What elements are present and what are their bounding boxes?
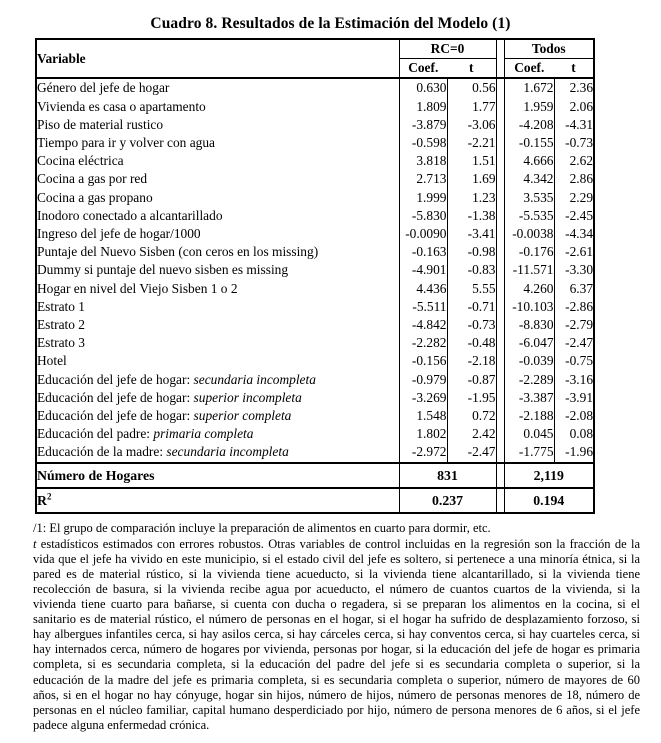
variable-cell: Vivienda es casa o apartamento [36, 98, 399, 116]
footnote-controls-paragraph [33, 537, 640, 733]
variable-cell: Educación del padre: primaria completa [36, 425, 399, 443]
todos-t-cell: -3.16 [565, 371, 594, 387]
todos-coef-cell: -8.830 [504, 316, 554, 334]
todos-t-cell: -2.08 [565, 408, 594, 424]
table-row [36, 389, 594, 407]
todos-t-header: t [554, 59, 594, 79]
group-divider [496, 316, 504, 334]
variable-cell: Dummy si puntaje del nuevo sisben es missing [36, 261, 399, 279]
variable-cell: Educación del jefe de hogar: superior incompleta [36, 389, 399, 407]
variable-cell: Estrato 3 [36, 334, 399, 352]
table-body [36, 78, 594, 462]
rc0-t-cell: -0.87 [467, 371, 496, 387]
group-divider [496, 59, 504, 79]
group-divider [496, 488, 504, 513]
todos-coef-cell: -3.387 [504, 389, 554, 407]
rc0-coef-cell: -2.972 [399, 443, 447, 462]
group-divider [496, 389, 504, 407]
todos-t-cell: -2.61 [565, 244, 594, 260]
rc0-t-cell: -2.21 [467, 135, 496, 151]
todos-coef-cell: -6.047 [504, 334, 554, 352]
group-divider [496, 463, 504, 488]
group-divider [496, 170, 504, 188]
group-divider [496, 116, 504, 134]
todos-t-cell: -0.73 [565, 135, 594, 151]
rc0-t-cell: -3.41 [467, 226, 496, 242]
group-divider [496, 207, 504, 225]
todos-t-cell: -4.31 [565, 116, 594, 132]
group-divider [496, 39, 504, 59]
r-label-base: R [37, 492, 47, 508]
todos-t-cell: 2.29 [569, 189, 594, 205]
rc0-coef-cell: -4.842 [399, 316, 447, 334]
footnote-controls-text: estadísticos estimados con errores robustos. Otras variables de control incluidas en la regresión son la fracción de la vida que el jefe ha vivido en este municipio, si el estado civil del jefe es soltero, si pertenece a una minoría étnica, si la pared es de material rústico, si la vivienda tiene acueducto, si la vivienda tiene alcantarillado, si la vivienda tiene recolección de basura, si la vivienda recibe agua por acueducto, el número de cuantos cuartos de la vivienda, si la vivienda tiene cuarto para bañarse, si cuenta con ducha o regadera, si se preparan los alimentos en la cocina, si el sanitario es de material rústico, el número de personas en el hogar, si el hogar ha sufrido de desplazamiento forzoso, si hay albergues infantiles cerca, si hay asilos cerca, si hay cárceles cerca, si hay conventos cerca, si hay cuarteles cerca, si hay internados cerca, número de hogares por vivienda, personas por hogar, si la educación del jefe de hogar es primaria completa, si es secundaria completa, si la educación del padre del jefe si es secundaria completa o superior, si la educación de la madre del jefe es primaria completa, si es secundaria completa o superior, número de mayores de 60 años, si en el hogar no hay cónyuge, hogar sin hijos, número de hijos, número de personas menores de 18, número de personas en el núcleo familiar, capital humano desperdiciado por hijo, número de persona menores de 6 años, si el jefe padece alguna enfermedad crónica. [33, 536, 640, 732]
header-group-row [36, 39, 594, 59]
table-row [36, 207, 594, 225]
footnote-comparison-group: /1: El grupo de comparación incluye la preparación de alimentos en cuarto para dormir, etc. [33, 520, 491, 535]
r-squared-todos-value: 0.194 [504, 488, 594, 513]
variable-cell: Hotel [36, 352, 399, 370]
todos-t-cell: 2.62 [569, 153, 594, 169]
todos-t-cell: -2.47 [565, 335, 594, 351]
todos-coef-cell: 4.342 [504, 170, 554, 188]
rc0-coef-cell: -0.156 [399, 352, 447, 370]
table-row [36, 298, 594, 316]
rc0-t-cell: -0.98 [467, 244, 496, 260]
rc0-coef-cell: 1.809 [399, 98, 447, 116]
todos-coef-cell: -1.775 [504, 443, 554, 462]
todos-coef-cell: 4.666 [504, 152, 554, 170]
todos-coef-cell: -0.176 [504, 243, 554, 261]
rc0-coef-cell: -0.163 [399, 243, 447, 261]
variable-cell: Estrato 1 [36, 298, 399, 316]
variable-italic-part: primaria completa [153, 426, 254, 442]
todos-coef-cell: -0.039 [504, 352, 554, 370]
todos-coef-cell: 1.959 [504, 98, 554, 116]
rc0-coef-cell: -4.901 [399, 261, 447, 279]
variable-cell: Educación de la madre: secundaria incompleta [36, 443, 399, 462]
variable-cell: Estrato 2 [36, 316, 399, 334]
rc0-coef-cell: 1.999 [399, 189, 447, 207]
rc0-coef-cell: -0.598 [399, 134, 447, 152]
todos-coef-cell: -10.103 [504, 298, 554, 316]
todos-coef-cell: -0.0038 [504, 225, 554, 243]
todos-coef-cell: -4.208 [504, 116, 554, 134]
r-squared-rc0-value: 0.237 [399, 488, 496, 513]
households-rc0-value: 831 [399, 463, 496, 488]
variable-cell: Tiempo para ir y volver con agua [36, 134, 399, 152]
table-row [36, 443, 594, 462]
todos-t-cell: 0.08 [569, 426, 594, 442]
table-row [36, 280, 594, 298]
table-title: Cuadro 8. Resultados de la Estimación del Modelo (1) [150, 15, 511, 32]
group-header-todos: Todos [504, 39, 594, 59]
table-row [36, 261, 594, 279]
table-row [36, 425, 594, 443]
rc0-coef-cell: -2.282 [399, 334, 447, 352]
r-squared-row [36, 488, 594, 513]
table-row [36, 352, 594, 370]
todos-coef-cell: -5.535 [504, 207, 554, 225]
todos-coef-cell: -0.155 [504, 134, 554, 152]
group-divider [496, 225, 504, 243]
rc0-coef-cell: -5.830 [399, 207, 447, 225]
group-divider [496, 78, 504, 97]
variable-italic-part: superior completa [193, 408, 292, 424]
group-divider [496, 334, 504, 352]
variable-cell: Género del jefe de hogar [36, 78, 399, 97]
summary-body [36, 463, 594, 513]
table-row [36, 98, 594, 116]
todos-t-cell: -2.86 [565, 298, 594, 314]
group-divider [496, 152, 504, 170]
table-row [36, 371, 594, 389]
rc0-coef-cell: 1.802 [399, 425, 447, 443]
table-row [36, 189, 594, 207]
rc0-t-cell: -0.73 [467, 317, 496, 333]
todos-coef-header: Coef. [504, 59, 554, 79]
rc0-t-cell: -2.47 [467, 444, 496, 460]
rc0-t-cell: -0.83 [467, 262, 496, 278]
group-divider [496, 407, 504, 425]
rc0-coef-cell: -3.879 [399, 116, 447, 134]
households-label: Número de Hogares [36, 463, 399, 488]
group-divider [496, 298, 504, 316]
table-row [36, 225, 594, 243]
table-row [36, 78, 594, 97]
todos-t-cell: 2.36 [569, 80, 594, 96]
group-divider [496, 280, 504, 298]
variable-italic-part: superior incompleta [193, 389, 302, 405]
rc0-coef-header: Coef. [399, 59, 447, 79]
rc0-coef-cell: 4.436 [399, 280, 447, 298]
group-divider [496, 261, 504, 279]
variable-cell: Ingreso del jefe de hogar/1000 [36, 225, 399, 243]
variable-cell: Piso de material rustico [36, 116, 399, 134]
group-divider [496, 425, 504, 443]
rc0-coef-cell: 2.713 [399, 170, 447, 188]
todos-t-cell: -0.75 [565, 353, 594, 369]
rc0-coef-cell: 1.548 [399, 407, 447, 425]
variable-column-header: Variable [36, 39, 399, 78]
group-header-rc0: RC=0 [399, 39, 496, 59]
table-row [36, 243, 594, 261]
rc0-t-cell: -2.18 [467, 353, 496, 369]
households-row [36, 463, 594, 488]
variable-cell: Educación del jefe de hogar: secundaria incompleta [36, 371, 399, 389]
footnote-t-italic: t [33, 536, 37, 551]
variable-cell: Inodoro conectado a alcantarillado [36, 207, 399, 225]
table-row [36, 334, 594, 352]
variable-italic-part: secundaria incompleta [166, 444, 289, 460]
group-divider [496, 352, 504, 370]
rc0-t-cell: 1.51 [472, 153, 496, 169]
rc0-t-header: t [447, 59, 496, 79]
table-row [36, 116, 594, 134]
variable-cell: Cocina a gas propano [36, 189, 399, 207]
todos-coef-cell: -2.289 [504, 371, 554, 389]
variable-italic-part: secundaria incompleta [193, 371, 316, 387]
variable-cell: Cocina eléctrica [36, 152, 399, 170]
rc0-t-cell: 0.72 [472, 408, 496, 424]
todos-t-cell: -1.96 [565, 444, 594, 460]
todos-coef-cell: 3.535 [504, 189, 554, 207]
table-row [36, 170, 594, 188]
r-squared-label [36, 488, 399, 513]
group-divider [496, 371, 504, 389]
rc0-coef-cell: 3.818 [399, 152, 447, 170]
rc0-coef-cell: -5.511 [399, 298, 447, 316]
rc0-t-cell: -1.38 [467, 207, 496, 223]
variable-cell: Puntaje del Nuevo Sisben (con ceros en los missing) [36, 243, 399, 261]
rc0-t-cell: 2.42 [472, 426, 496, 442]
todos-t-cell: -2.45 [565, 207, 594, 223]
todos-t-cell: 6.37 [569, 280, 594, 296]
variable-cell: Cocina a gas por red [36, 170, 399, 188]
todos-coef-cell: 4.260 [504, 280, 554, 298]
table-row [36, 316, 594, 334]
rc0-t-cell: -1.95 [467, 389, 496, 405]
r-label-exponent: 2 [46, 491, 52, 502]
rc0-t-cell: 1.69 [472, 171, 496, 187]
variable-cell: Educación del jefe de hogar: superior completa [36, 407, 399, 425]
todos-t-cell: 2.06 [569, 98, 594, 114]
todos-t-cell: -3.30 [565, 262, 594, 278]
rc0-coef-cell: -0.0090 [399, 225, 447, 243]
table-header [36, 39, 594, 78]
rc0-t-cell: -0.71 [467, 298, 496, 314]
rc0-coef-cell: 0.630 [399, 78, 447, 97]
todos-t-cell: -3.91 [565, 389, 594, 405]
todos-coef-cell: 0.045 [504, 425, 554, 443]
todos-t-cell: 2.86 [569, 171, 594, 187]
group-divider [496, 134, 504, 152]
rc0-t-cell: 5.55 [472, 280, 496, 296]
group-divider [496, 443, 504, 462]
rc0-coef-cell: -3.269 [399, 389, 447, 407]
todos-coef-cell: -2.188 [504, 407, 554, 425]
rc0-t-cell: 0.56 [472, 80, 496, 96]
rc0-t-cell: 1.77 [472, 98, 496, 114]
table-row [36, 134, 594, 152]
households-todos-value: 2,119 [504, 463, 594, 488]
todos-t-cell: -4.34 [565, 226, 594, 242]
todos-coef-cell: -11.571 [504, 261, 554, 279]
todos-t-cell: -2.79 [565, 317, 594, 333]
table-row [36, 407, 594, 425]
group-divider [496, 243, 504, 261]
todos-coef-cell: 1.672 [504, 78, 554, 97]
variable-cell: Hogar en nivel del Viejo Sisben 1 o 2 [36, 280, 399, 298]
group-divider [496, 189, 504, 207]
rc0-t-cell: -0.48 [467, 335, 496, 351]
rc0-coef-cell: -0.979 [399, 371, 447, 389]
results-table [35, 38, 595, 514]
group-divider [496, 98, 504, 116]
rc0-t-cell: 1.23 [472, 189, 496, 205]
rc0-t-cell: -3.06 [467, 116, 496, 132]
table-row [36, 152, 594, 170]
